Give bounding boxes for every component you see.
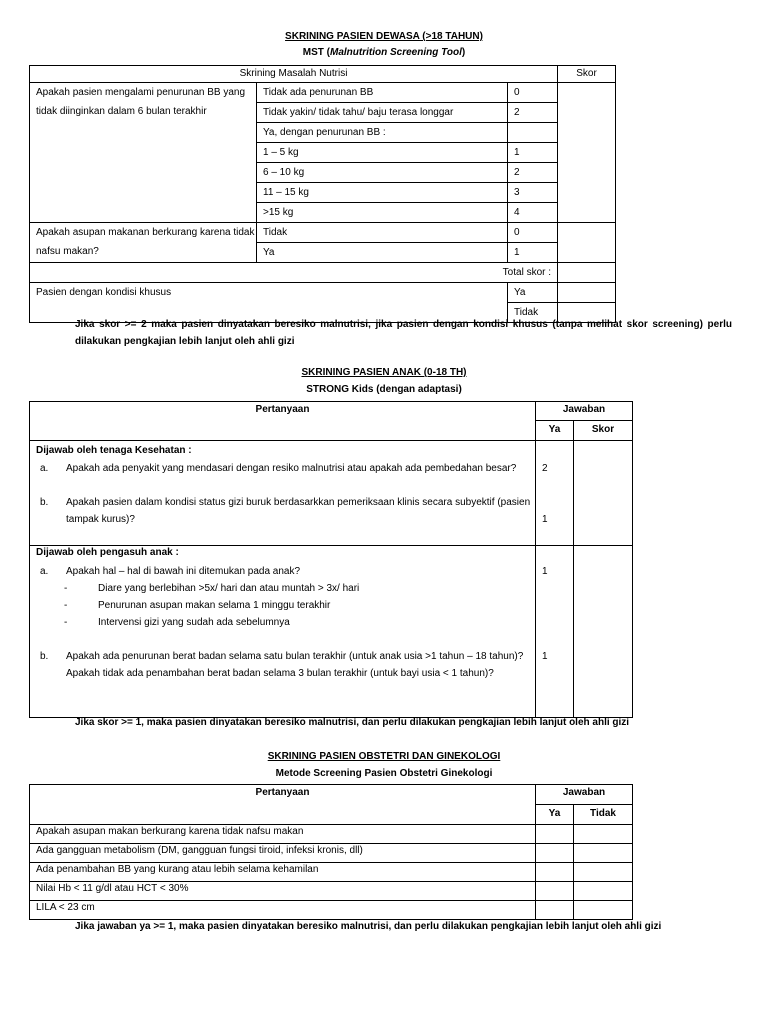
mst-header-score: Skor: [558, 66, 616, 83]
obgyn-no-cell[interactable]: [574, 863, 633, 882]
mst-q1-option-score: 2: [508, 163, 558, 183]
obgyn-question: Ada penambahan BB yang kurang atau lebih selama kehamilan: [30, 863, 536, 882]
mst-q2: Apakah asupan makanan berkurang karena tidak nafsu makan?: [30, 223, 257, 263]
strong-health-score-cell[interactable]: [574, 441, 633, 546]
strong-section-caregiver-title: Dijawab oleh pengasuh anak :: [36, 547, 179, 558]
mst-q1-option: Tidak yakin/ tidak tahu/ baju terasa longgar: [257, 103, 508, 123]
mst-q1-option: >15 kg: [257, 203, 508, 223]
obgyn-yes-cell[interactable]: [536, 901, 574, 920]
obgyn-yes-cell[interactable]: [536, 825, 574, 844]
mst-q1-score-cell[interactable]: [558, 83, 616, 223]
obgyn-note: Jika jawaban ya >= 1, maka pasien dinyatakan beresiko malnutrisi, dan perlu dilakukan pengkajian lebih lanjut oleh ahli gizi: [75, 921, 662, 932]
obgyn-question: Ada gangguan metabolism (DM, gangguan fungsi tiroid, infeksi kronis, dll): [30, 844, 536, 863]
strong-section-caregiver: [30, 546, 536, 718]
obgyn-header-question: Pertanyaan: [30, 785, 536, 825]
strong-caregiver-yes: [536, 546, 574, 718]
mst-special-no: Tidak: [508, 303, 558, 323]
obgyn-no-cell[interactable]: [574, 901, 633, 920]
mst-q1-option-score: 2: [508, 103, 558, 123]
mst-q1-option: 11 – 15 kg: [257, 183, 508, 203]
mst-q2-score-cell[interactable]: [558, 223, 616, 263]
obgyn-question: Nilai Hb < 11 g/dl atau HCT < 30%: [30, 882, 536, 901]
strong-health-b: b. Apakah pasien dalam kondisi status gizi buruk berdasarkkan pemeriksaan klinis secara subyektif (pasien tampak kurus)?: [40, 497, 531, 525]
obgyn-header-yes: Ya: [536, 805, 574, 825]
obgyn-question: LILA < 23 cm: [30, 901, 536, 920]
obgyn-no-cell[interactable]: [574, 844, 633, 863]
mst-q1-option: 6 – 10 kg: [257, 163, 508, 183]
obgyn-no-cell[interactable]: [574, 825, 633, 844]
strong-health-b-yes: 1: [542, 514, 548, 525]
mst-special-yes-cell[interactable]: [558, 283, 616, 303]
mst-q1-option-score: 1: [508, 143, 558, 163]
obgyn-title: SKRINING PASIEN OBSTETRI DAN GINEKOLOGI: [267, 751, 501, 762]
mst-q2-option: Tidak: [257, 223, 508, 243]
strong-caregiver-b-yes: 1: [542, 651, 548, 662]
strong-caregiver-bullet: - Intervensi gizi yang sudah ada sebelumnya: [64, 617, 290, 628]
mst-q2-option: Ya: [257, 243, 508, 263]
mst-special-yes: Ya: [508, 283, 558, 303]
mst-q1-option-score: 4: [508, 203, 558, 223]
mst-q1-option: 1 – 5 kg: [257, 143, 508, 163]
mst-q1-option-score: 3: [508, 183, 558, 203]
mst-q1-option-score: 0: [508, 83, 558, 103]
mst-q1-option: Tidak ada penurunan BB: [257, 83, 508, 103]
mst-title: SKRINING PASIEN DEWASA (>18 TAHUN): [285, 31, 483, 42]
mst-q1-option: Ya, dengan penurunan BB :: [257, 123, 508, 143]
strong-caregiver-bullet: - Diare yang berlebihan >5x/ hari dan atau muntah > 3x/ hari: [64, 583, 360, 594]
strong-health-a-yes: 2: [542, 463, 548, 474]
obgyn-no-cell[interactable]: [574, 882, 633, 901]
mst-subtitle: MST (Malnutrition Screening Tool): [302, 47, 466, 58]
strong-caregiver-a-yes: 1: [542, 566, 548, 577]
obgyn-header-answer: Jawaban: [536, 785, 633, 805]
obgyn-question: Apakah asupan makan berkurang karena tidak nafsu makan: [30, 825, 536, 844]
strong-health-a: a. Apakah ada penyakit yang mendasari dengan resiko malnutrisi atau apakah ada pembedahan besar?: [40, 463, 517, 474]
obgyn-yes-cell[interactable]: [536, 844, 574, 863]
strong-subtitle: STRONG Kids (dengan adaptasi): [306, 384, 462, 395]
strong-caregiver-score-cell[interactable]: [574, 546, 633, 718]
mst-header: Skrining Masalah Nutrisi: [30, 66, 558, 83]
mst-q1-option-score: [508, 123, 558, 143]
strong-health-yes: [536, 441, 574, 546]
obgyn-subtitle: Metode Screening Pasien Obstetri Ginekologi: [275, 768, 493, 779]
strong-header-question: Pertanyaan: [30, 402, 536, 441]
strong-header-score: Skor: [574, 421, 633, 441]
mst-q2-option-score: 0: [508, 223, 558, 243]
mst-table: [29, 65, 616, 323]
obgyn-header-no: Tidak: [574, 805, 633, 825]
mst-total-label: Total skor :: [30, 263, 558, 283]
mst-note: Jika skor >= 2 maka pasien dinyatakan beresiko malnutrisi, jika pasien dengan kondisi khusus (tanpa melihat skor screening) perlu dilakukan pengkajian lebih lanjut oleh ahli gizi: [75, 319, 732, 347]
mst-q1: Apakah pasien mengalami penurunan BB yang tidak diinginkan dalam 6 bulan terakhir: [30, 83, 257, 223]
strong-table: [29, 401, 633, 718]
mst-q2-option-score: 1: [508, 243, 558, 263]
strong-section-health-title: Dijawab oleh tenaga Kesehatan :: [36, 445, 192, 456]
strong-header-yes: Ya: [536, 421, 574, 441]
obgyn-table: [29, 784, 633, 920]
strong-title: SKRINING PASIEN ANAK (0-18 TH): [301, 367, 467, 378]
strong-caregiver-bullet: - Penurunan asupan makan selama 1 minggu terakhir: [64, 600, 331, 611]
strong-caregiver-a: a. Apakah hal – hal di bawah ini ditemukan pada anak?: [40, 566, 301, 577]
obgyn-yes-cell[interactable]: [536, 882, 574, 901]
strong-caregiver-b: b. Apakah ada penurunan berat badan selama satu bulan terakhir (untuk anak usia >1 tahun – 18 tahun)? Apakah tidak ada penambahan berat badan selama 3 bulan terakhir (untuk bayi usia < 1 tahun)?: [40, 651, 524, 679]
mst-total-score-cell[interactable]: [558, 263, 616, 283]
strong-note: Jika skor >= 1, maka pasien dinyatakan beresiko malnutrisi, dan perlu dilakukan pengkajian lebih lanjut oleh ahli gizi: [75, 717, 630, 728]
obgyn-yes-cell[interactable]: [536, 863, 574, 882]
strong-section-health: [30, 441, 536, 546]
strong-header-answer: Jawaban: [536, 402, 633, 421]
mst-special-label: Pasien dengan kondisi khusus: [30, 283, 508, 323]
